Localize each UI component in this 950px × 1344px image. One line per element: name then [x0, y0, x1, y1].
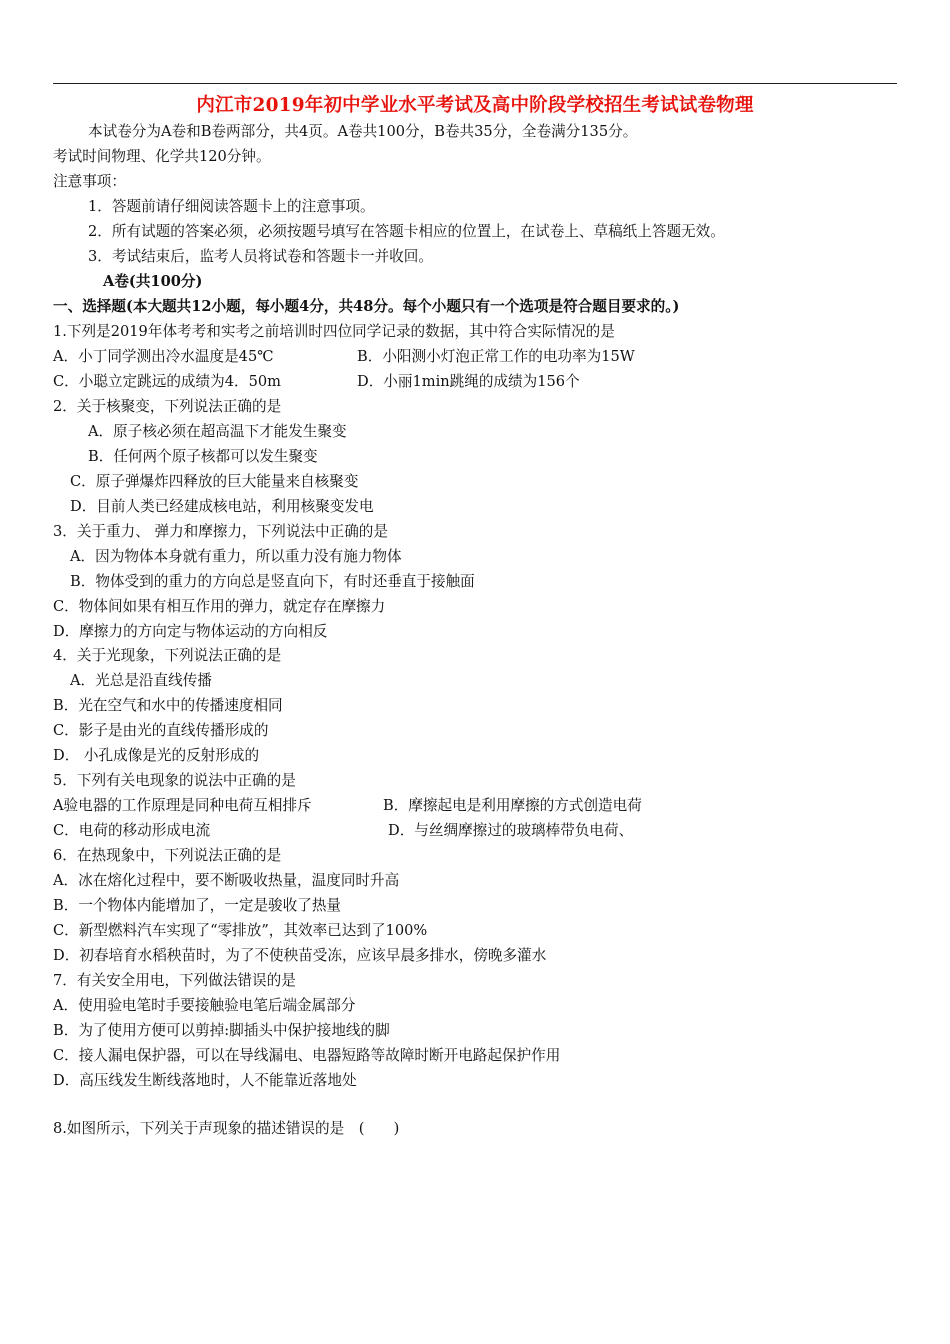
question-1-stem: 1.下列是2019年体考考和实考之前培训时四位同学记录的数据，其中符合实际情况的是: [53, 323, 615, 340]
question-3-stem: 3．关于重力、 弹力和摩擦力，下列说法中正确的是: [53, 523, 388, 540]
question-5-option-c: C．电荷的移动形成电流: [53, 822, 211, 839]
question-7-stem: 7．有关安全用电，下列做法错误的是: [53, 972, 296, 989]
question-1-option-d: D．小丽1min跳绳的成绩为156个: [357, 373, 580, 390]
intro-line-2: 考试时间物理、化学共120分钟。: [53, 148, 271, 165]
note-item-2: 2．所有试题的答案必须，必须按题号填写在答题卡相应的位置上，在试卷上、草稿纸上答题无效。: [88, 223, 725, 240]
question-1-option-b: B．小阳测小灯泡正常工作的电功率为15W: [357, 348, 635, 365]
notes-heading: 注意事项：: [53, 173, 126, 190]
question-5-option-d: D．与丝绸摩擦过的玻璃棒带负电荷、: [388, 822, 634, 839]
question-2-option-b: B．任何两个原子核都可以发生聚变: [88, 448, 318, 465]
question-6-option-c: C．新型燃料汽车实现了“零排放”，其效率已达到了100%: [53, 922, 428, 939]
question-7-option-d: D．高压线发生断线落地时，人不能靠近落地处: [53, 1072, 357, 1089]
question-7-option-a: A．使用验电笔时手要接触验电笔后端金属部分: [53, 997, 356, 1014]
question-5-stem: 5．下列有关电现象的说法中正确的是: [53, 772, 296, 789]
question-2-option-c: C．原子弹爆炸四释放的巨大能量来自核聚变: [70, 473, 359, 490]
question-3-option-b: B．物体受到的重力的方向总是竖直向下，有时还垂直于接触面: [70, 573, 475, 590]
part-1-heading: 一、选择题(本大题共12小题，每小题4分，共48分。每个小题只有一个选项是符合题目要求的。): [53, 298, 680, 315]
intro-line-1: 本试卷分为A卷和B卷两部分，共4页。A卷共100分，B卷共35分，全卷满分135分。: [88, 123, 638, 140]
question-4-option-d: D． 小孔成像是光的反射形成的: [53, 747, 260, 764]
question-2-option-a: A．原子核必须在超高温下才能发生聚变: [88, 423, 347, 440]
question-4-option-a: A．光总是沿直线传播: [70, 672, 212, 689]
note-item-3: 3．考试结束后，监考人员将试卷和答题卡一并收回。: [88, 248, 433, 265]
question-6-stem: 6．在热现象中，下列说法正确的是: [53, 847, 282, 864]
header-rule: [53, 83, 897, 84]
question-3-option-d: D．摩擦力的方向定与物体运动的方向相反: [53, 623, 328, 640]
question-4-option-c: C．影子是由光的直线传播形成的: [53, 722, 269, 739]
section-a-heading: A卷(共100分): [103, 273, 203, 290]
question-7-option-b: B．为了使用方便可以剪掉:脚插头中保护接地线的脚: [53, 1022, 390, 1039]
question-6-option-a: A．冰在熔化过程中，要不断吸收热量，温度同时升高: [53, 872, 400, 889]
page-title: 内江市2019年初中学业水平考试及高中阶段学校招生考试试卷物理: [196, 95, 754, 116]
note-item-1: 1．答题前请仔细阅读答题卡上的注意事项。: [88, 198, 375, 215]
question-5-option-a: A验电器的工作原理是同种电荷互相排斥: [53, 797, 312, 814]
question-4-stem: 4．关于光现象，下列说法正确的是: [53, 647, 282, 664]
question-6-option-b: B．一个物体内能增加了，一定是骏收了热量: [53, 897, 342, 914]
question-3-option-c: C．物体间如果有相互作用的弹力，就定存在摩擦力: [53, 598, 386, 615]
question-2-stem: 2．关于核聚变，下列说法正确的是: [53, 398, 282, 415]
question-5-option-b: B．摩擦起电是利用摩擦的方式创造电荷: [383, 797, 642, 814]
question-1-option-c: C．小聪立定跳远的成绩为4．50m: [53, 373, 281, 390]
question-3-option-a: A．因为物体本身就有重力，所以重力没有施力物体: [70, 548, 402, 565]
question-4-option-b: B．光在空气和水中的传播速度相同: [53, 697, 283, 714]
question-2-option-d: D．目前人类已经建成核电站，利用核聚变发电: [70, 498, 374, 515]
question-8-stem: 8.如图所示，下列关于声现象的描述错误的是 ( ): [53, 1120, 400, 1137]
question-7-option-c: C．接人漏电保护器，可以在导线漏电、电器短路等故障时断开电路起保护作用: [53, 1047, 561, 1064]
question-6-option-d: D．初春培育水稻秧苗时，为了不使秧苗受冻，应该早晨多排水，傍晚多灌水: [53, 947, 547, 964]
question-1-option-a: A．小丁同学测出冷水温度是45℃: [53, 348, 274, 365]
